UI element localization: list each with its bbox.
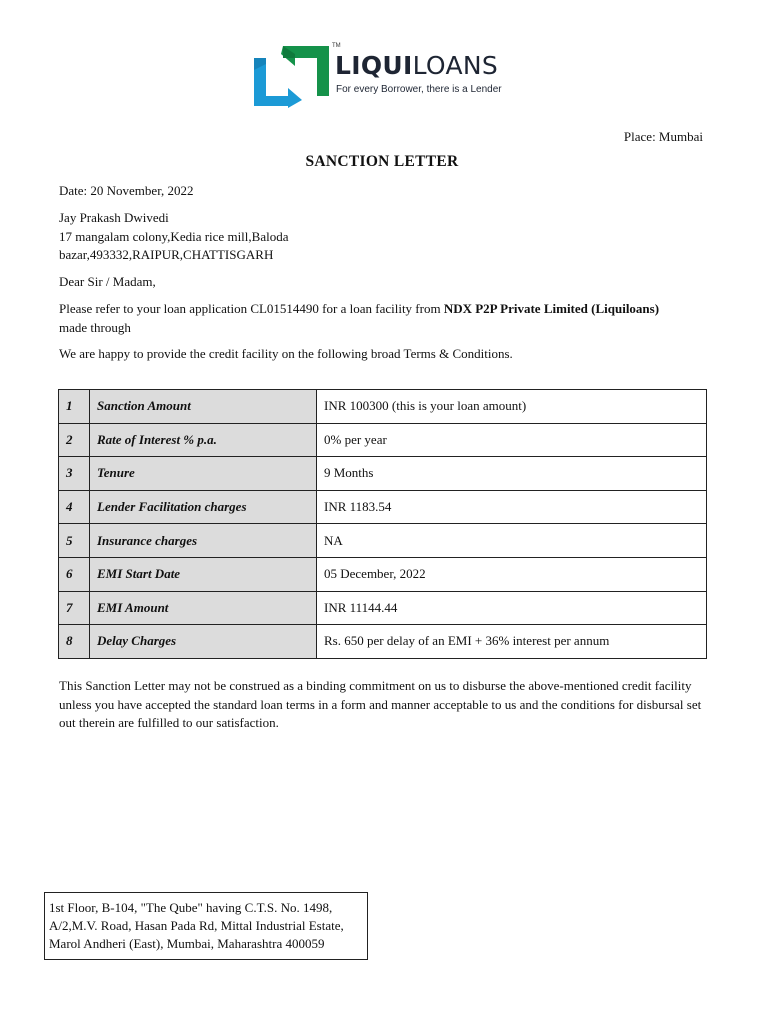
recipient-address-line1: 17 mangalam colony,Kedia rice mill,Baloda xyxy=(59,229,289,244)
liquiloans-logo-icon xyxy=(254,44,332,110)
term-label: Insurance charges xyxy=(90,524,317,558)
brand-bold: LIQUI xyxy=(335,51,413,80)
office-address-line3: Marol Andheri (East), Mumbai, Maharashtra 400059 xyxy=(49,936,325,951)
application-suffix: made through xyxy=(59,319,131,335)
office-address-box xyxy=(44,892,368,960)
disclaimer-paragraph: This Sanction Letter may not be construed as a binding commitment on us to disburse the above-mentioned credit facility unless you have accepted the standard loan terms in a form and manner acceptable to us and the conditions for disbursal set out therein are fulfilled to our satisfaction. xyxy=(59,678,702,730)
table-row xyxy=(59,423,707,457)
office-address-line1: 1st Floor, B-104, "The Qube" having C.T.S. No. 1498, xyxy=(49,900,333,915)
application-text: Please refer to your loan application CL01514490 for a loan facility from xyxy=(59,301,444,316)
page-title: SANCTION LETTER xyxy=(305,153,459,170)
term-value: INR 1183.54 xyxy=(317,490,707,524)
brand-wordmark xyxy=(335,51,498,81)
term-label: Tenure xyxy=(90,457,317,491)
place: Place: Mumbai xyxy=(623,129,703,144)
term-label: EMI Amount xyxy=(90,591,317,625)
term-label: EMI Start Date xyxy=(90,557,317,591)
table-row xyxy=(59,390,707,424)
term-number: 8 xyxy=(59,625,90,659)
terms-table xyxy=(58,389,707,659)
office-address-line2: A/2,M.V. Road, Hasan Pada Rd, Mittal Industrial Estate, xyxy=(49,918,344,933)
term-value: INR 11144.44 xyxy=(317,591,707,625)
recipient-name: Jay Prakash Dwivedi xyxy=(59,210,169,225)
letter-date: Date: 20 November, 2022 xyxy=(59,183,194,198)
application-paragraph xyxy=(59,300,709,337)
brand-light: LOANS xyxy=(412,51,499,80)
term-label: Rate of Interest % p.a. xyxy=(90,423,317,457)
term-number: 6 xyxy=(59,557,90,591)
term-number: 5 xyxy=(59,524,90,558)
terms-intro: We are happy to provide the credit facility on the following broad Terms & Conditions. xyxy=(59,346,513,361)
table-row xyxy=(59,457,707,491)
term-number: 2 xyxy=(59,423,90,457)
term-number: 1 xyxy=(59,390,90,424)
lender-name: NDX P2P Private Limited (Liquiloans) xyxy=(443,301,660,316)
brand-tagline: For every Borrower, there is a Lender xyxy=(336,84,502,95)
term-value: 05 December, 2022 xyxy=(317,557,707,591)
salutation: Dear Sir / Madam, xyxy=(59,274,156,289)
company-logo xyxy=(254,44,524,110)
term-value: INR 100300 (this is your loan amount) xyxy=(317,390,707,424)
trademark-mark: TM xyxy=(332,43,341,49)
table-row xyxy=(59,557,707,591)
term-label: Lender Facilitation charges xyxy=(90,490,317,524)
term-label: Sanction Amount xyxy=(90,390,317,424)
term-value: Rs. 650 per delay of an EMI + 36% interest per annum xyxy=(317,625,707,659)
table-row xyxy=(59,490,707,524)
table-row xyxy=(59,591,707,625)
term-number: 4 xyxy=(59,490,90,524)
table-row xyxy=(59,524,707,558)
term-value: 9 Months xyxy=(317,457,707,491)
term-value: NA xyxy=(317,524,707,558)
term-label: Delay Charges xyxy=(90,625,317,659)
term-value: 0% per year xyxy=(317,423,707,457)
term-number: 7 xyxy=(59,591,90,625)
recipient-address-line2: bazar,493332,RAIPUR,CHATTISGARH xyxy=(59,247,274,262)
table-row xyxy=(59,625,707,659)
term-number: 3 xyxy=(59,457,90,491)
